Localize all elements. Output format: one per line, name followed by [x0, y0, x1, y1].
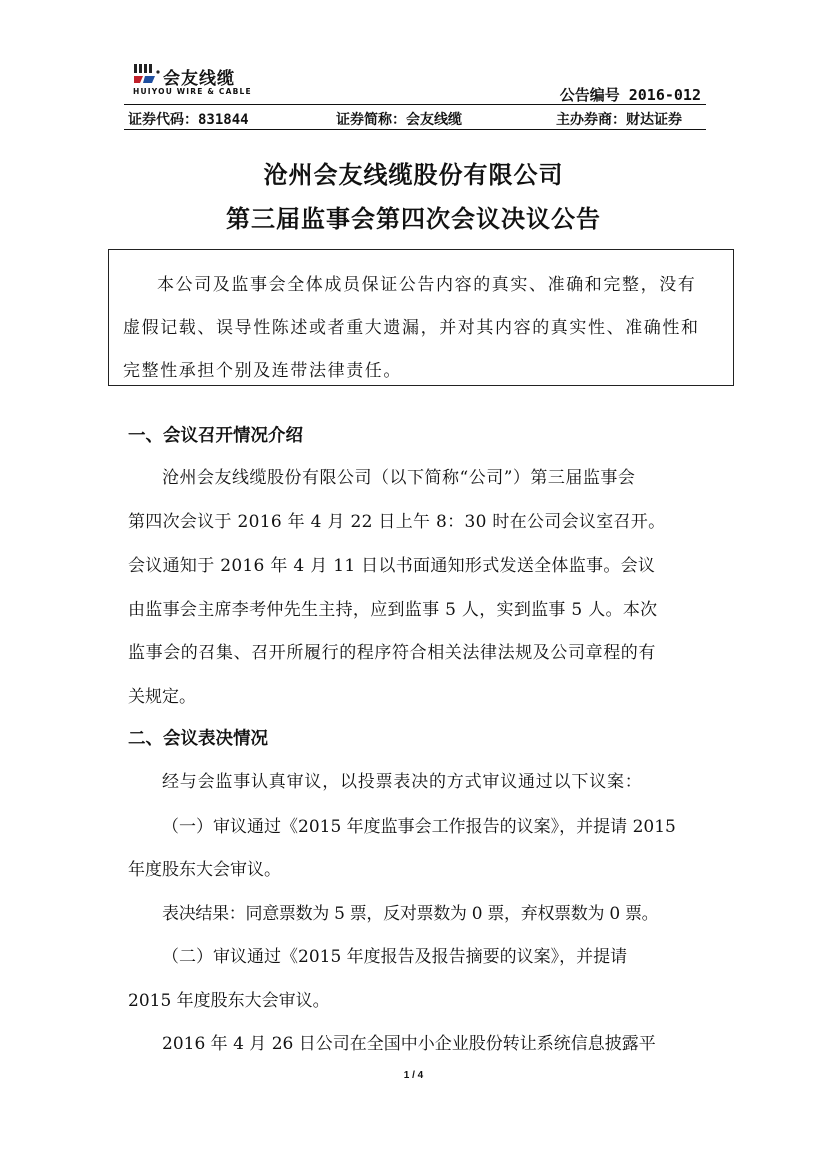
page-number: 1 / 4 — [403, 1070, 424, 1081]
paragraph-line: （二）审议通过《2015 年度报告及报告摘要的议案》，并提请 — [162, 947, 628, 967]
paragraph-line: 年度股东大会审议。 — [128, 860, 281, 880]
company-logo — [133, 62, 298, 98]
paragraph-line: 由监事会主席李考仲先生主持，应到监事 5 人，实到监事 5 人。本次 — [128, 600, 658, 620]
paragraph-line: 监事会的召集、召开所履行的程序符合相关法律法规及公司章程的有 — [128, 643, 656, 663]
paragraph-line: 经与会监事认真审议，以投票表决的方式审议通过以下议案： — [162, 772, 643, 792]
paragraph-line: 2016 年 4 月 26 日公司在全国中小企业股份转让系统信息披露平 — [162, 1034, 656, 1054]
notice-number: 公告编号 2016-012 — [559, 86, 701, 104]
logo-mark-icon — [133, 64, 161, 84]
paragraph-line: 第四次会议于 2016 年 4 月 22 日上午 8：30 时在公司会议室召开。 — [128, 512, 666, 532]
disclaimer-line: 本公司及监事会全体成员保证公告内容的真实、准确和完整，没有 — [157, 275, 697, 295]
section-heading: 一、会议召开情况介绍 — [128, 426, 303, 446]
header-divider-bottom — [124, 129, 706, 130]
section-heading: 二、会议表决情况 — [128, 729, 268, 749]
disclaimer-line: 虚假记载、误导性陈述或者重大遗漏，并对其内容的真实性、准确性和 — [123, 318, 700, 338]
stock-code: 证券代码：831844 — [128, 112, 249, 128]
logo-english-name: HUIYOU WIRE & CABLE — [133, 87, 252, 96]
vote-result: 表决结果：同意票数为 5 票，反对票数为 0 票，弃权票数为 0 票。 — [162, 904, 659, 924]
paragraph-line: （一）审议通过《2015 年度监事会工作报告的议案》，并提请 2015 — [162, 817, 676, 837]
logo-chinese-name: 会友线缆 — [163, 69, 235, 89]
paragraph-line: 关规定。 — [128, 687, 196, 707]
disclaimer-line: 完整性承担个别及连带法律责任。 — [123, 361, 402, 381]
broker: 主办券商：财达证券 — [556, 112, 682, 128]
header-divider-top — [124, 104, 706, 105]
disclaimer-box — [108, 249, 734, 386]
paragraph-line: 沧州会友线缆股份有限公司（以下简称“公司”）第三届监事会 — [162, 468, 636, 488]
stock-name: 证券简称：会友线缆 — [336, 112, 462, 128]
page-title-notice: 第三届监事会第四次会议决议公告 — [226, 204, 601, 233]
paragraph-line: 会议通知于 2016 年 4 月 11 日以书面通知形式发送全体监事。会议 — [128, 556, 656, 576]
page-title-company: 沧州会友线缆股份有限公司 — [263, 160, 564, 189]
paragraph-line: 2015 年度股东大会审议。 — [128, 991, 330, 1011]
